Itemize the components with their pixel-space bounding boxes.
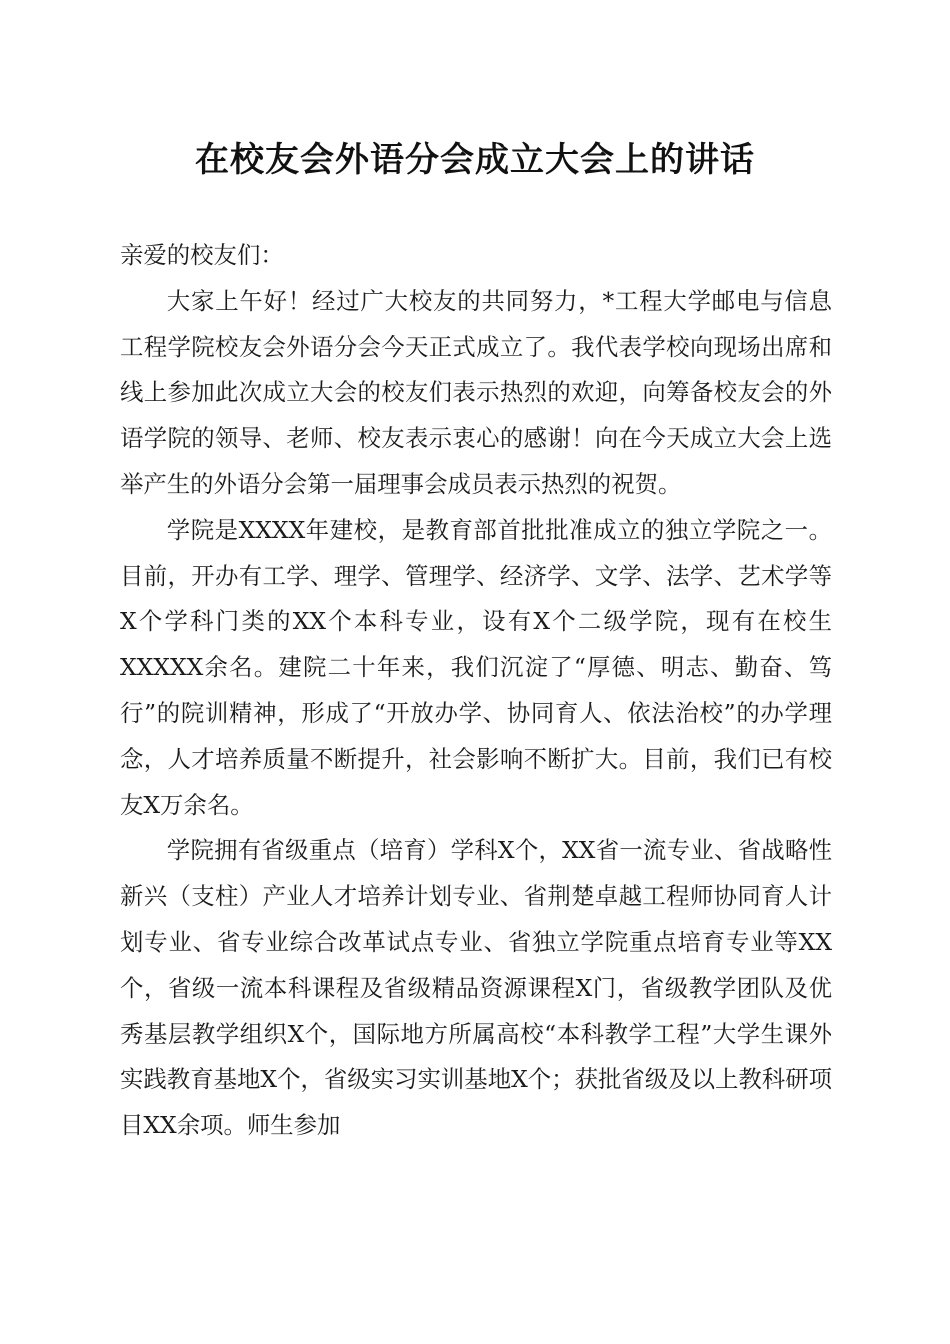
salutation: 亲爱的校友们：	[120, 241, 284, 269]
paragraph-opening: 大家上午好！经过广大校友的共同努力，*工程大学邮电与信息工程学院校友会外语分会今天正式成立了。我代表学校向现场出席和线上参加此次成立大会的校友们表示热烈的欢迎，向筹备校友会的外语学院的领导、老师、校友表示衷心的感谢！向在今天成立大会上选举产生的外语分会第一届理事会成员表示热烈的祝贺。	[120, 286, 832, 498]
document-body	[120, 233, 832, 1149]
paragraph-school-overview: 学院是XXXX年建校，是教育部首批批准成立的独立学院之一。目前，开办有工学、理学、管理学、经济学、文学、法学、艺术学等X个学科门类的XX个本科专业，设有X个二级学院，现有在校生XXXXX余名。建院二十年来，我们沉淀了“厚德、明志、勤奋、笃行”的院训精神，形成了“开放办学、协同育人、依法治校”的办学理念，人才培养质量不断提升，社会影响不断扩大。目前，我们已有校友X万余名。	[120, 515, 832, 819]
paragraph-disciplines: 学院拥有省级重点（培育）学科X个，XX省一流专业、省战略性新兴（支柱）产业人才培养计划专业、省荆楚卓越工程师协同育人计划专业、省专业综合改革试点专业、省独立学院重点培育专业等XX个，省级一流本科课程及省级精品资源课程X门，省级教学团队及优秀基层教学组织X个，国际地方所属高校“本科教学工程”大学生课外实践教育基地X个，省级实习实训基地X个；获批省级及以上教科研项目XX余项。师生参加	[120, 836, 832, 1140]
page-title: 在校友会外语分会成立大会上的讲话	[195, 140, 755, 180]
